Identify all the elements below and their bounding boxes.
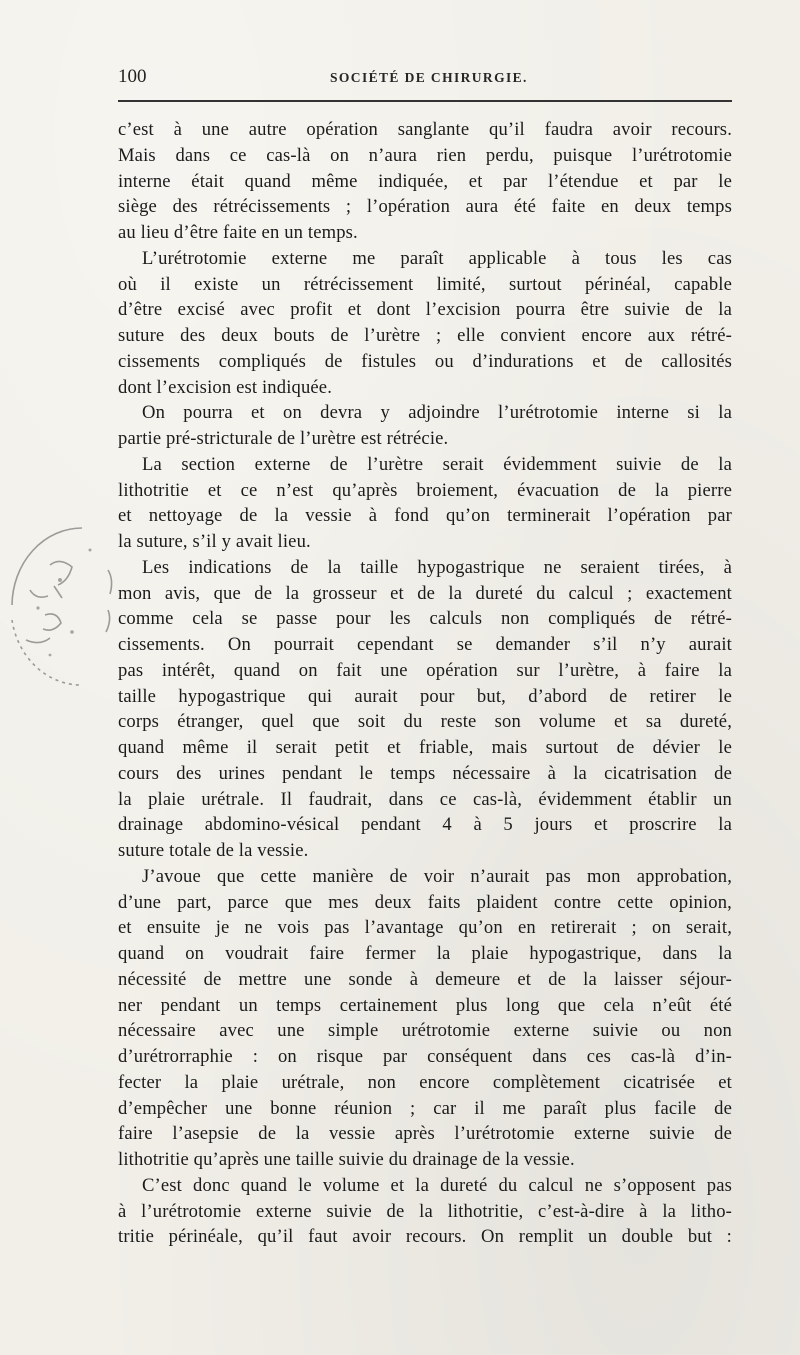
text-line: à l’urétrotomie externe suivie de la lithotritie, c’est-à-dire à la litho- (118, 1200, 732, 1222)
text-line: et ensuite je ne vois pas l’avantage qu’on en retirerait ; on serait, (118, 917, 732, 939)
text-line: comme cela se passe pour les calculs non compliqués de rétré- (118, 608, 732, 630)
text-line: partie pré-stricturale de l’urètre est rétrécie. (118, 428, 449, 449)
text-line: ner pendant un temps certainement plus long que cela n’eût été (118, 994, 732, 1016)
text-line: Les indications de la taille hypogastrique ne seraient tirées, à (142, 556, 732, 578)
text-line: mon avis, que de la grosseur et de la dureté du calcul ; exactement (118, 582, 732, 604)
text-line: la plaie urétrale. Il faudrait, dans ce cas-là, évidemment établir un (118, 788, 732, 810)
text-line: L’urétrotomie externe me paraît applicable à tous les cas (142, 247, 732, 269)
text-line: tritie périnéale, qu’il faut avoir recours. On remplit un double but : (118, 1226, 732, 1248)
text-line: au lieu d’être faite en un temps. (118, 222, 358, 243)
text-line: cours des urines pendant le temps nécessaire à la cicatrisation de (118, 762, 732, 784)
text-line: On pourra et on devra y adjoindre l’urétrotomie interne si la (142, 402, 732, 424)
text-line: quand même il serait petit et friable, mais surtout de dévier le (118, 737, 732, 758)
text-line: d’être excisé avec profit et dont l’excision pourra être suivie de la (118, 299, 732, 321)
text-line: suture des deux bouts de l’urètre ; elle convient encore aux rétré- (118, 325, 732, 346)
text-line: d’empêcher une bonne réunion ; car il me paraît plus facile de (118, 1097, 732, 1119)
text-line: siège des rétrécissements ; l’opération aura été faite en deux temps (118, 196, 732, 218)
text-line: dont l’excision est indiquée. (118, 376, 333, 398)
text-line: nécessaire avec une simple urétrotomie externe suivie ou non (118, 1020, 732, 1042)
running-head (118, 64, 730, 94)
text-line: C’est donc quand le volume et la dureté du calcul ne s’opposent pas (142, 1174, 732, 1196)
text-line: Mais dans ce cas-là on n’aura rien perdu, puisque l’urétrotomie (118, 144, 732, 166)
text-line: quand on voudrait faire fermer la plaie hypogastrique, dans la (118, 943, 732, 964)
page-number: 100 (118, 66, 147, 87)
text-line: taille hypogastrique qui aurait pour but, d’abord de retirer le (118, 685, 732, 707)
text-line: et nettoyage de la vessie à fond qu’on terminerait l’opération par (118, 505, 732, 527)
text-line: la suture, s’il y avait lieu. (118, 531, 311, 552)
text-line: d’urétrorraphie : on risque par conséquent dans ces cas-là d’in- (118, 1046, 732, 1067)
text-line: interne était quand même indiquée, et par l’étendue et par le (118, 170, 732, 192)
text-line: d’une part, parce que mes deux faits plaident contre cette opinion, (118, 891, 732, 913)
text-line: c’est à une autre opération sanglante qu’il faudra avoir recours. (118, 119, 732, 140)
journal-title: SOCIÉTÉ DE CHIRURGIE. (330, 70, 528, 85)
text-line: J’avoue que cette manière de voir n’aurait pas mon approbation, (142, 865, 732, 887)
text-line: nécessité de mettre une sonde à demeure et de la laisser séjour- (118, 968, 732, 990)
text-line: corps étranger, quel que soit du reste son volume et sa dureté, (118, 711, 732, 733)
text-line: cissements compliqués de fistules ou d’indurations et de callosités (118, 350, 732, 372)
text-line: faire l’asepsie de la vessie après l’urétrotomie externe suivie de (118, 1123, 732, 1145)
text-line: cissements. On pourrait cependant se demander s’il n’y aurait (118, 634, 732, 655)
text-line: lithotritie qu’après une taille suivie du drainage de la vessie. (118, 1149, 575, 1170)
body-text (118, 117, 732, 1250)
header-rule (118, 100, 732, 102)
text-line: fecter la plaie urétrale, non encore complètement cicatrisée et (118, 1071, 732, 1093)
text-line: La section externe de l’urètre serait évidemment suivie de la (142, 453, 732, 475)
text-line: lithotritie et ce n’est qu’après broiement, évacuation de la pierre (118, 479, 732, 501)
text-line: où il existe un rétrécissement limité, surtout périnéal, capable (118, 273, 732, 295)
text-line: suture totale de la vessie. (118, 840, 309, 861)
text-line: drainage abdomino-vésical pendant 4 à 5 jours et proscrire la (118, 814, 732, 836)
text-line: pas intérêt, quand on fait une opération sur l’urètre, à faire la (118, 659, 732, 681)
